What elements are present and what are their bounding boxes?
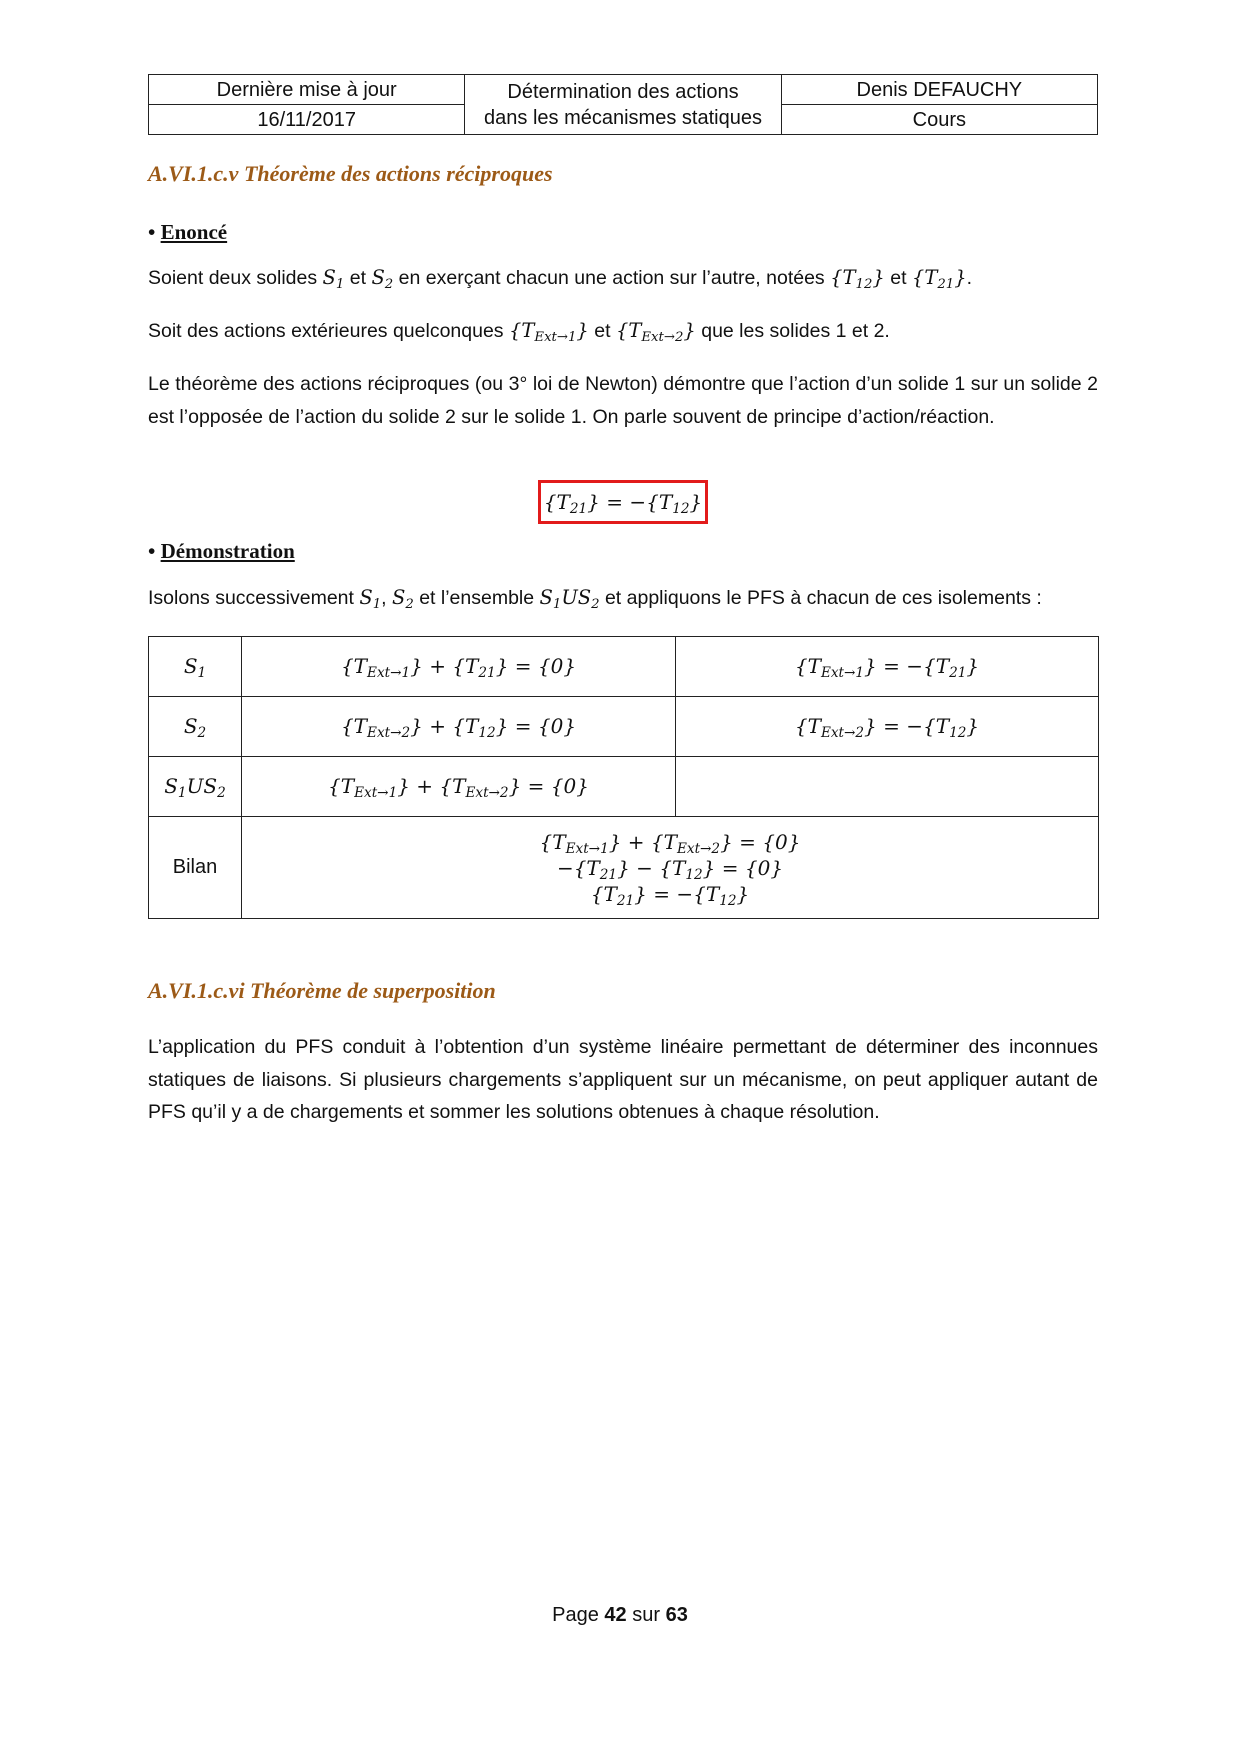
demonstration-table (148, 636, 1099, 919)
math-t12: $\{T_{12}\}$ (830, 266, 885, 292)
enonce-label: Enoncé (160, 220, 228, 244)
empty-cell (676, 757, 1099, 817)
table-row (149, 757, 1099, 817)
text: Soient deux solides (148, 267, 323, 289)
row-label: $S_1$ (149, 637, 242, 697)
equation-cell: $\{T_{Ext\to 1}\} = -\{T_{21}\}$ (676, 637, 1099, 697)
bullet-demonstration (148, 539, 295, 564)
text: , (381, 587, 392, 609)
math-s2: $S_2$ (391, 586, 414, 612)
document-title (465, 75, 781, 135)
row-label: $S_1US_2$ (149, 757, 242, 817)
table-row (149, 697, 1099, 757)
page-total: 63 (665, 1604, 688, 1626)
demonstration-label: Démonstration (160, 539, 295, 563)
enonce-paragraph-1 (148, 262, 1098, 295)
row-label: Bilan (149, 817, 242, 919)
header-table (148, 74, 1098, 135)
of-label: sur (632, 1604, 661, 1626)
document-title-line2: dans les mécanismes statiques (484, 106, 762, 129)
math-text1: $\{T_{Ext\to 1}\}$ (508, 319, 589, 345)
document-type: Cours (781, 105, 1097, 135)
last-update-label: Dernière mise à jour (149, 75, 465, 105)
bullet-dot: • (148, 539, 156, 563)
table-row-bilan (149, 817, 1099, 919)
page-number: 42 (604, 1604, 627, 1626)
math-s2: $S_2$ (371, 266, 394, 292)
bilan-line-2: $-\{T_{21}\} - \{T_{12}\} = \{0\}$ (556, 855, 784, 883)
text: et l’ensemble (413, 587, 540, 609)
section-title-reciprocal: A.VI.1.c.v Théorème des actions réciproques (148, 161, 553, 186)
update-date: 16/11/2017 (149, 105, 465, 135)
section-title-superposition: A.VI.1.c.vi Théorème de superposition (148, 978, 496, 1003)
enonce-paragraph-3: Le théorème des actions réciproques (ou 3° loi de Newton) démontre que l’action d’un solide 1 sur un solide 2 est l’opposée de l’action du solide 2 sur le solide 1. On parle souvent de principe d’action/réaction. (148, 373, 1098, 428)
equation-cell: $\{T_{Ext\to 2}\} = -\{T_{12}\}$ (676, 697, 1099, 757)
bilan-line-1: $\{T_{Ext\to 1}\} + \{T_{Ext\to 2}\} = \{0\}$ (539, 829, 801, 857)
text: et (884, 267, 912, 289)
text: et (588, 320, 616, 342)
enonce-paragraph-2 (148, 315, 1098, 348)
page-footer (0, 1604, 1240, 1627)
bilan-equations (242, 817, 1099, 919)
math-t21: $\{T_{21}\}$ (911, 266, 967, 292)
math-s1us2: $S_1US_2$ (539, 586, 600, 612)
equation-cell: $\{T_{Ext\to 2}\} + \{T_{12}\} = \{0\}$ (242, 697, 676, 757)
bilan-line-3: $\{T_{21}\} = -\{T_{12}\}$ (590, 881, 750, 909)
math-s1: $S_1$ (322, 266, 345, 292)
text: et (344, 267, 372, 289)
math-s1: $S_1$ (359, 586, 382, 612)
text: Soit des actions extérieures quelconques (148, 320, 509, 342)
author: Denis DEFAUCHY (781, 75, 1097, 105)
superposition-paragraph: L’application du PFS conduit à l’obtention d’un système linéaire permettant de déterminer des inconnues statiques de liaisons. Si plusieurs chargements s’appliquent sur un mécanisme, on peut appliquer autant de PFS qu’il y a de chargements et sommer les solutions obtenues à chaque résolution. (148, 1036, 1098, 1123)
math-text2: $\{T_{Ext\to 2}\}$ (615, 319, 696, 345)
bullet-dot: • (148, 220, 156, 244)
table-row (149, 637, 1099, 697)
page-label: Page (552, 1604, 599, 1626)
document-title-line1: Détermination des actions (507, 80, 739, 103)
equation-cell: $\{T_{Ext\to 1}\} + \{T_{21}\} = \{0\}$ (242, 637, 676, 697)
equation-cell: $\{T_{Ext\to 1}\} + \{T_{Ext\to 2}\} = \{0\}$ (242, 757, 676, 817)
text: et appliquons le PFS à chacun de ces isolements : (599, 587, 1042, 609)
bullet-enonce (148, 220, 227, 245)
text: . (966, 267, 973, 289)
demonstration-intro (148, 582, 1098, 615)
text: en exerçant chacun une action sur l’autre, notées (393, 267, 831, 289)
row-label: $S_2$ (149, 697, 242, 757)
text: que les solides 1 et 2. (695, 320, 890, 342)
boxed-result-equation: $\{T_{21}\} = -\{T_{12}\}$ (538, 480, 708, 524)
text: Isolons successivement (148, 587, 360, 609)
